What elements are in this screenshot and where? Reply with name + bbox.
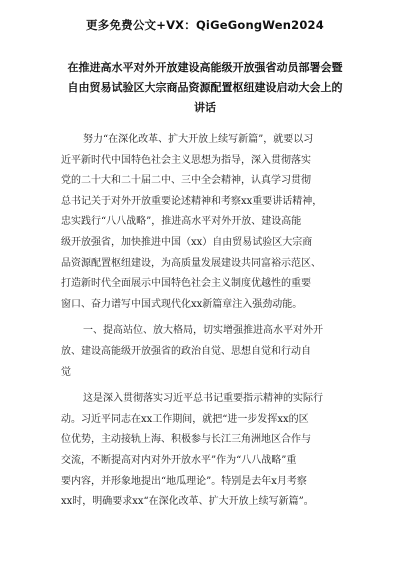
text-line: 窗口、奋力谱写中国式现代化xx新篇章注入强劲动能。 bbox=[61, 298, 303, 310]
text-line: 一、提高站位、放大格局，切实增强推进高水平对外开 bbox=[83, 325, 323, 337]
text-line: 这是深入贯彻落实习近平总书记重要指示精神的实际行 bbox=[83, 393, 323, 405]
text-line: 觉 bbox=[61, 366, 71, 378]
text-line: xx时，明确要求xx“在深化改革、扩大开放上续写新篇”。 bbox=[61, 496, 314, 508]
text-line: 忠实践行“八八战略”，推进高水平对外开放、建设高能 bbox=[61, 216, 302, 228]
document-title bbox=[50, 58, 360, 118]
text-line: 努力“在深化改革、扩大开放上续写新篇”，就要以习 bbox=[83, 134, 314, 145]
title-line-3: 讲话 bbox=[194, 101, 216, 114]
text-line: 动。习近平同志在xx工作期间，就把“进一步发挥xx的区 bbox=[61, 413, 309, 425]
title-line-1: 在推进高水平对外开放建设高能级开放强省动员部署会暨 bbox=[67, 61, 343, 74]
text-line: 位优势，主动接轨上海、积极参与长江三角洲地区合作与 bbox=[61, 434, 311, 446]
text-line: 级开放强省，加快推进中国（xx）自由贸易试验区大宗商 bbox=[61, 236, 313, 248]
text-line: 近平新时代中国特色社会主义思想为指导，深入贯彻落实 bbox=[61, 154, 311, 166]
paragraph-2 bbox=[61, 389, 353, 513]
text-line: 打造新时代全面展示中国特色社会主义制度优越性的重要 bbox=[61, 278, 311, 290]
title-line-2: 自由贸易试验区大宗商品资源配置枢纽建设启动大会上的 bbox=[67, 81, 343, 94]
text-line: 品资源配置枢纽建设，为高质量发展建设共同富裕示范区、 bbox=[61, 257, 321, 269]
text-line: 要内容，并形象地提出“地瓜理论”。特别是去年x月考察 bbox=[61, 475, 307, 487]
text-line: 党的二十大和二十届二中、三中全会精神，认真学习贯彻 bbox=[61, 175, 311, 187]
text-line: 交流，不断提高对内对外开放水平”作为“八八战略”重 bbox=[61, 454, 297, 466]
paragraph-1 bbox=[61, 130, 353, 315]
text-line: 放、建设高能级开放强省的政治自觉、思想自觉和行动自 bbox=[61, 345, 311, 357]
text-line: 总书记关于对外开放重要论述精神和考察xx重要讲话精神， bbox=[61, 195, 323, 207]
document-body bbox=[61, 130, 353, 519]
section-heading-1 bbox=[61, 321, 353, 383]
promo-banner: 更多免费公文+VX：QiGeGongWen2024 bbox=[86, 18, 324, 32]
